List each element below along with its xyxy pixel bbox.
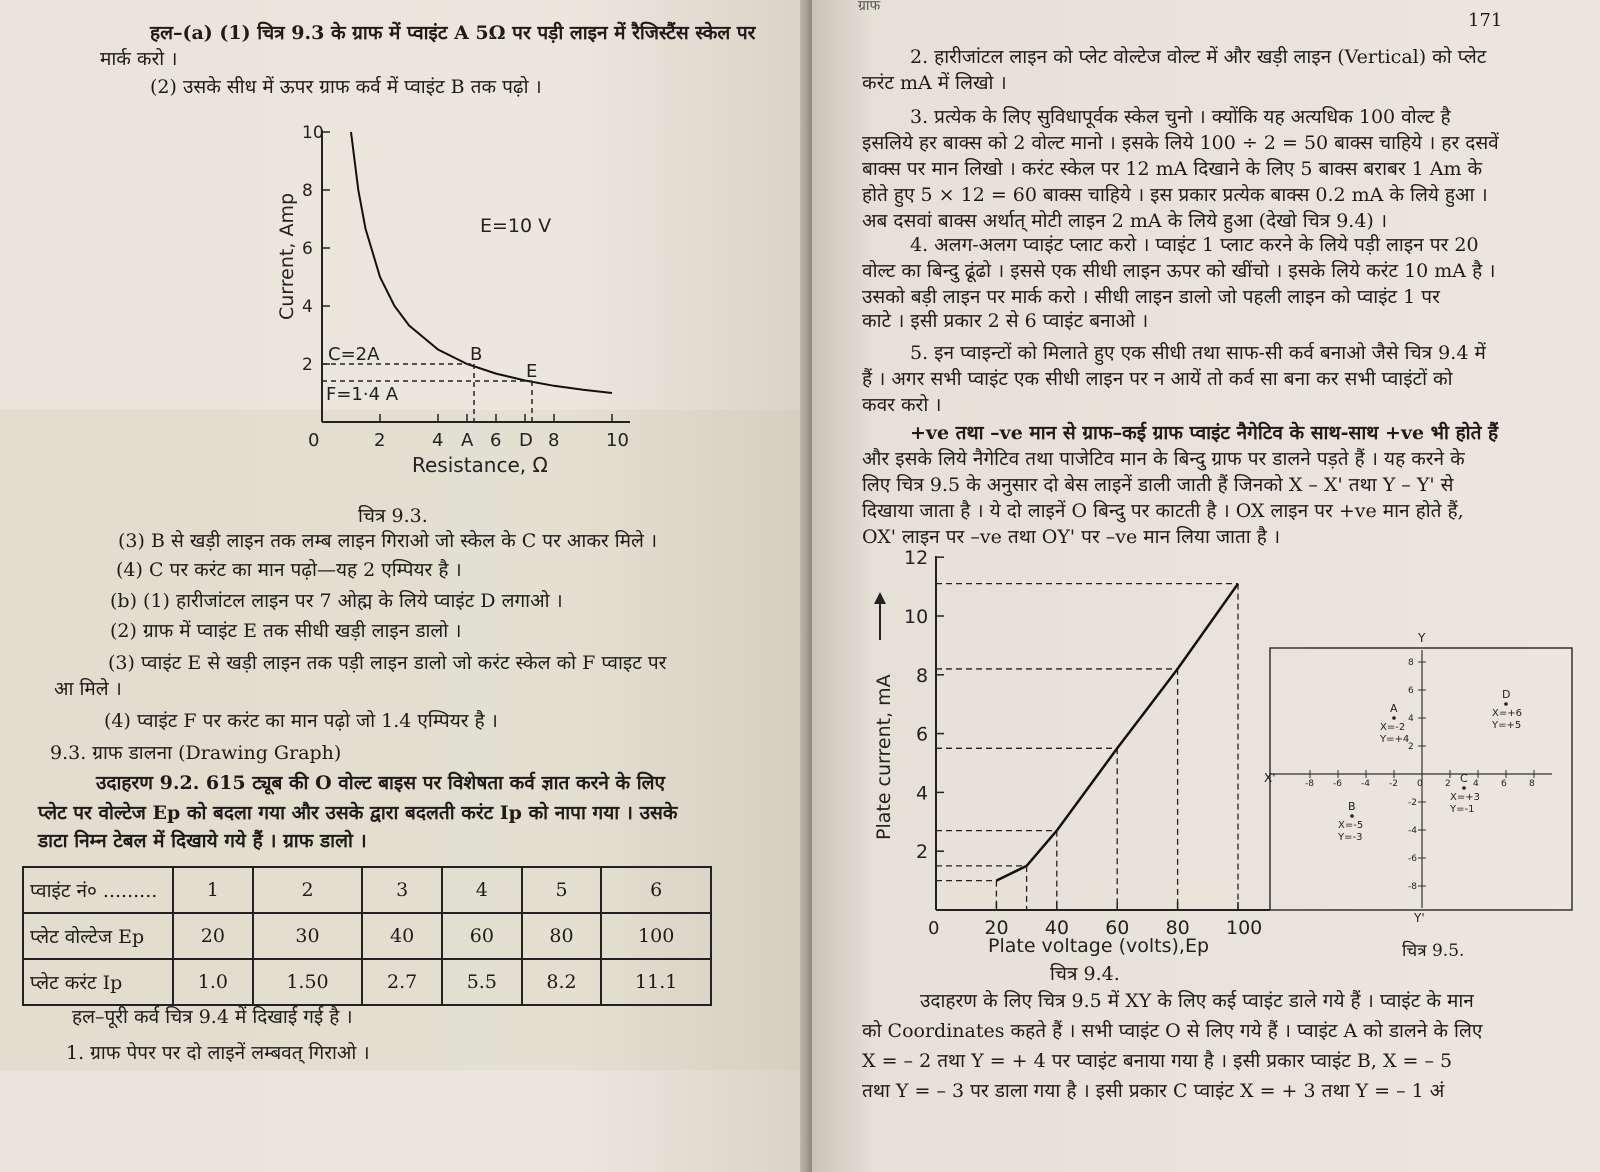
text-line: बाक्स पर मान लिखो । करंट स्केल पर 12 mA दिखाने के लिए 5 बाक्स बराबर 1 Am के [862, 158, 1483, 180]
fig93-ytick-label: 8 [302, 181, 313, 201]
text-line: उदाहरण 9.2. 615 ट्यूब की O वोल्ट बाइस पर विशेषता कर्व ज्ञात करने के लिए [96, 772, 666, 794]
fig95-ytick-label: 8 [1408, 658, 1414, 668]
fig93-xtick-label: D [519, 430, 533, 451]
fig95-ytick-label: -2 [1408, 798, 1417, 808]
fig95-ytick-label: -4 [1408, 826, 1417, 836]
table-cell: 5.5 [442, 959, 522, 1005]
table-row [23, 959, 711, 1005]
text-line: करंट mA में लिखो । [862, 72, 1007, 94]
fig94-ytick-label: 2 [916, 841, 929, 864]
text-line: होते हुए 5 × 12 = 60 बाक्स चाहिये । इस प्रकार प्रत्येक बाक्स 0.2 mA के लिये हुआ । [862, 184, 1488, 206]
fig95-xtick-label: 2 [1445, 779, 1451, 789]
table-cell: 1.50 [253, 959, 363, 1005]
fig95-point-y: Y=-3 [1338, 832, 1363, 843]
fig95-point [1462, 786, 1466, 790]
fig94-ytick-label: 6 [916, 723, 929, 746]
fig93-xtick-label: 2 [374, 430, 386, 451]
fig95-ytick-label: -8 [1408, 882, 1417, 892]
fig95-caption: चित्र 9.5. [1402, 941, 1465, 961]
fig95-point [1504, 702, 1508, 706]
fig94-origin: 0 [928, 918, 940, 939]
table-cell: 2 [253, 867, 363, 913]
fig95-label-y: Y [1418, 631, 1426, 645]
table-cell: प्लेट करंट Ip [23, 959, 173, 1005]
text-line: आ मिले । [54, 678, 122, 700]
table-cell: 100 [601, 913, 711, 959]
table-cell: 20 [173, 913, 253, 959]
fig95-xtick-label: 6 [1501, 779, 1507, 789]
text-line: X = – 2 तथा Y = + 4 पर प्वाइंट बनाया गया है । इसी प्रकार प्वाइंट B, X = – 5 [862, 1050, 1453, 1072]
fig94-ytick-label: 12 [904, 548, 929, 570]
fig93-ytick-label: 4 [302, 297, 313, 317]
fig95-xtick-label: 4 [1473, 779, 1479, 789]
fig95-point-y: Y=-1 [1450, 804, 1475, 815]
fig95-point-x: X=+6 [1492, 708, 1522, 719]
fig93-ytick-label: 2 [302, 355, 313, 375]
table-cell: 2.7 [362, 959, 442, 1005]
fig95-ytick-label: 4 [1408, 714, 1414, 724]
table-cell: 80 [522, 913, 602, 959]
figure-9-5 [1264, 630, 1594, 930]
text-line: अब दसवां बाक्स अर्थात् मोटी लाइन 2 mA के लिये हुआ (देखो चित्र 9.4) । [862, 210, 1388, 232]
fig93-xtick-label: 4 [432, 430, 444, 451]
fig95-point-name: A [1390, 702, 1398, 715]
text-line: हैं । अगर सभी प्वाइंट एक सीधी लाइन पर न आयें तो कर्व सा बना कर सभी प्वाइंटों को [862, 368, 1453, 390]
text-line: (b) (1) हारीजांटल लाइन पर 7 ओह्म के लिये प्वाइंट D लगाओ । [110, 590, 563, 612]
text-line: दिखाया जाता है । ये दो लाइनें O बिन्दु पर काटती है । OX लाइन पर +ve मान होते हैं, [862, 500, 1464, 522]
text-line: 4. अलग-अलग प्वाइंट प्लाट करो । प्वाइंट 1 प्लाट करने के लिये पड़ी लाइन पर 20 [910, 234, 1479, 256]
fig95-label-yprime: Y' [1414, 911, 1425, 925]
fig93-caption: चित्र 9.3. [358, 505, 428, 527]
fig95-ytick-label: 2 [1408, 742, 1414, 752]
text-line: लिए चित्र 9.5 के अनुसार दो बेस लाइनें डाली जाती हैं जिनको X – X' तथा Y – Y' से [862, 474, 1454, 496]
fig95-ytick-label: -6 [1408, 854, 1417, 864]
fig94-xtick-label: 80 [1165, 917, 1190, 939]
text-line: काटे । इसी प्रकार 2 से 6 प्वाइंट बनाओ । [862, 310, 1149, 332]
fig95-point [1392, 716, 1396, 720]
table-cell: 6 [601, 867, 711, 913]
text-line: (3) प्वाइंट E से खड़ी लाइन तक पड़ी लाइन डालो जो करंट स्केल को F प्वाइट पर [108, 652, 667, 674]
fig93-origin: 0 [308, 430, 320, 451]
table-cell: 1.0 [173, 959, 253, 1005]
fig94-ytick-label: 4 [916, 782, 929, 805]
fig94-ytick-label: 10 [904, 606, 929, 628]
text-line: (3) B से खड़ी लाइन तक लम्ब लाइन गिराओ जो स्केल के C पर आकर मिले । [118, 530, 658, 552]
fig94-xlabel: Plate voltage (volts),Ep [988, 935, 1210, 957]
figure-9-3 [260, 112, 660, 482]
fig95-label-xprime: X' [1264, 771, 1276, 785]
fig94-xtick-label: 60 [1105, 917, 1130, 939]
fig93-xtick-label: 10 [606, 430, 629, 451]
text-line: 2. हारीजांटल लाइन को प्लेट वोल्टेज वोल्ट में और खड़ी लाइन (Vertical) को प्लेट [910, 46, 1487, 68]
table-cell: 11.1 [601, 959, 711, 1005]
fig93-xtick-label: A [461, 430, 474, 451]
text-line: उदाहरण के लिए चित्र 9.5 में XY के लिए कई प्वाइंट डाले गये हैं । प्वाइंट के मान [920, 990, 1474, 1012]
table-cell: 5 [522, 867, 602, 913]
data-table [22, 866, 712, 1006]
fig93-xtick-label: 6 [490, 430, 502, 451]
figure-9-4 [860, 548, 1280, 988]
fig95-xtick-label: 8 [1529, 779, 1535, 789]
table-cell: प्वाइंट नं० ......... [23, 867, 173, 913]
section-heading: 9.3. ग्राफ डालना (Drawing Graph) [50, 742, 342, 764]
fig95-point-name: C [1460, 772, 1468, 785]
fig95-point-x: X=-2 [1380, 722, 1406, 733]
fig93-ytick-label: 10 [302, 123, 324, 143]
text-line: को Coordinates कहते हैं । सभी प्वाइंट O से लिए गये हैं । प्वाइंट A को डालने के लिए [862, 1020, 1483, 1042]
text-line: इसलिये हर बाक्स को 2 वोल्ट मानो । इसके लिये 100 ÷ 2 = 50 बाक्स चाहिये । हर दसवें [862, 132, 1499, 154]
page-number: 171 [1468, 10, 1503, 31]
fig95-point-x: X=+3 [1450, 792, 1480, 803]
text-line: कवर करो । [862, 394, 942, 416]
text-line: (4) प्वाइंट F पर करंट का मान पढ़ो जो 1.4 एम्पियर है । [104, 710, 498, 732]
fig95-point [1350, 814, 1354, 818]
fig95-xtick-label: -4 [1361, 779, 1370, 789]
fig94-ylabel: Plate current, mA [873, 674, 895, 840]
text-line: प्लेट पर वोल्टेज Ep को बदला गया और उसके द्वारा बदलती करंट Ip को नापा गया । उसके [38, 802, 678, 824]
fig93-label-e: E [526, 361, 538, 382]
text-line: (2) ग्राफ में प्वाइंट E तक सीधी खड़ी लाइन डालो । [110, 620, 462, 642]
table-row [23, 867, 711, 913]
fig95-xtick-label: -8 [1305, 779, 1314, 789]
text-line: 3. प्रत्येक के लिए सुविधापूर्वक स्केल चुनो । क्योंकि यह अत्यधिक 100 वोल्ट है [910, 106, 1451, 128]
fig95-xtick-label: 0 [1417, 779, 1423, 789]
fig93-label-f: F=1·4 A [326, 384, 399, 405]
right-page [812, 0, 1600, 1172]
fig95-point-name: D [1502, 688, 1511, 701]
text-line: उसको बड़ी लाइन पर मार्क करो । सीधी लाइन डालो जो पहली लाइन को प्वाइंट 1 पर [862, 286, 1440, 308]
text-line: मार्क करो । [100, 48, 178, 70]
fig93-label-b: B [470, 344, 483, 365]
table-row [23, 913, 711, 959]
fig94-ytick-label: 8 [916, 664, 929, 687]
text-line: +ve तथा –ve मान से ग्राफ–कई ग्राफ प्वाइंट नैगेटिव के साथ-साथ +ve भी होते हैं [910, 422, 1499, 444]
table-cell: 4 [442, 867, 522, 913]
table-cell: प्लेट वोल्टेज Ep [23, 913, 173, 959]
table-cell: 30 [253, 913, 363, 959]
text-line: OX' लाइन पर –ve तथा OY' पर –ve मान लिया जाता है । [862, 526, 1281, 548]
text-line: और इसके लिये नैगेटिव तथा पाजेटिव मान के बिन्दु ग्राफ पर डालने पड़ते हैं । यह करने के [862, 448, 1465, 470]
table-cell: 1 [173, 867, 253, 913]
fig95-xtick-label: -6 [1333, 779, 1342, 789]
table-cell: 3 [362, 867, 442, 913]
fig93-xlabel: Resistance, Ω [412, 453, 548, 477]
fig95-xtick-label: -2 [1389, 779, 1398, 789]
text-line: हल–पूरी कर्व चित्र 9.4 में दिखाई गई है । [72, 1006, 353, 1028]
fig93-label-c: C=2A [328, 344, 380, 365]
text-line: 5. इन प्वाइन्टों को मिलाते हुए एक सीधी तथा साफ-सी कर्व बनाओ जैसे चित्र 9.4 में [910, 342, 1486, 364]
fig93-ytick-label: 6 [302, 239, 313, 259]
fig95-ytick-label: 6 [1408, 686, 1414, 696]
fig95-point-x: X=-5 [1338, 820, 1364, 831]
fig94-xtick-label: 100 [1226, 917, 1263, 939]
table-cell: 60 [442, 913, 522, 959]
table-cell: 8.2 [522, 959, 602, 1005]
fig94-xtick-label: 40 [1044, 917, 1069, 939]
text-line: (4) C पर करंट का मान पढ़ो—यह 2 एम्पियर है । [116, 559, 462, 581]
fig93-ylabel: Current, Amp [276, 192, 298, 320]
running-header: ग्राफ [858, 0, 881, 14]
text-line: 1. ग्राफ पेपर पर दो लाइनें लम्बवत् गिराओ । [66, 1042, 370, 1064]
fig94-xtick-label: 20 [984, 917, 1009, 939]
fig94-caption: चित्र 9.4. [1050, 963, 1120, 985]
text-line: वोल्ट का बिन्दु ढूंढो । इससे एक सीधी लाइन ऊपर को खींचो । इसके लिये करंट 10 mA है । [862, 260, 1496, 282]
table-cell: 40 [362, 913, 442, 959]
fig93-annotation: E=10 V [480, 215, 552, 237]
text-line: डाटा निम्न टेबल में दिखाये गये हैं । ग्राफ डालो । [38, 830, 367, 852]
text-line: हल–(a) (1) चित्र 9.3 के ग्राफ में प्वाइंट A 5Ω पर पड़ी लाइन में रैजिस्टैंस स्केल पर [150, 22, 756, 44]
fig95-point-y: Y=+5 [1492, 720, 1522, 731]
fig95-point-name: B [1348, 800, 1356, 813]
text-line: (2) उसके सीध में ऊपर ग्राफ कर्व में प्वाइंट B तक पढ़ो । [150, 76, 542, 98]
fig95-point-y: Y=+4 [1380, 734, 1410, 745]
text-line: तथा Y = – 3 पर डाला गया है । इसी प्रकार C प्वाइंट X = + 3 तथा Y = – 1 अं [862, 1080, 1445, 1102]
fig93-xtick-label: 8 [548, 430, 560, 451]
